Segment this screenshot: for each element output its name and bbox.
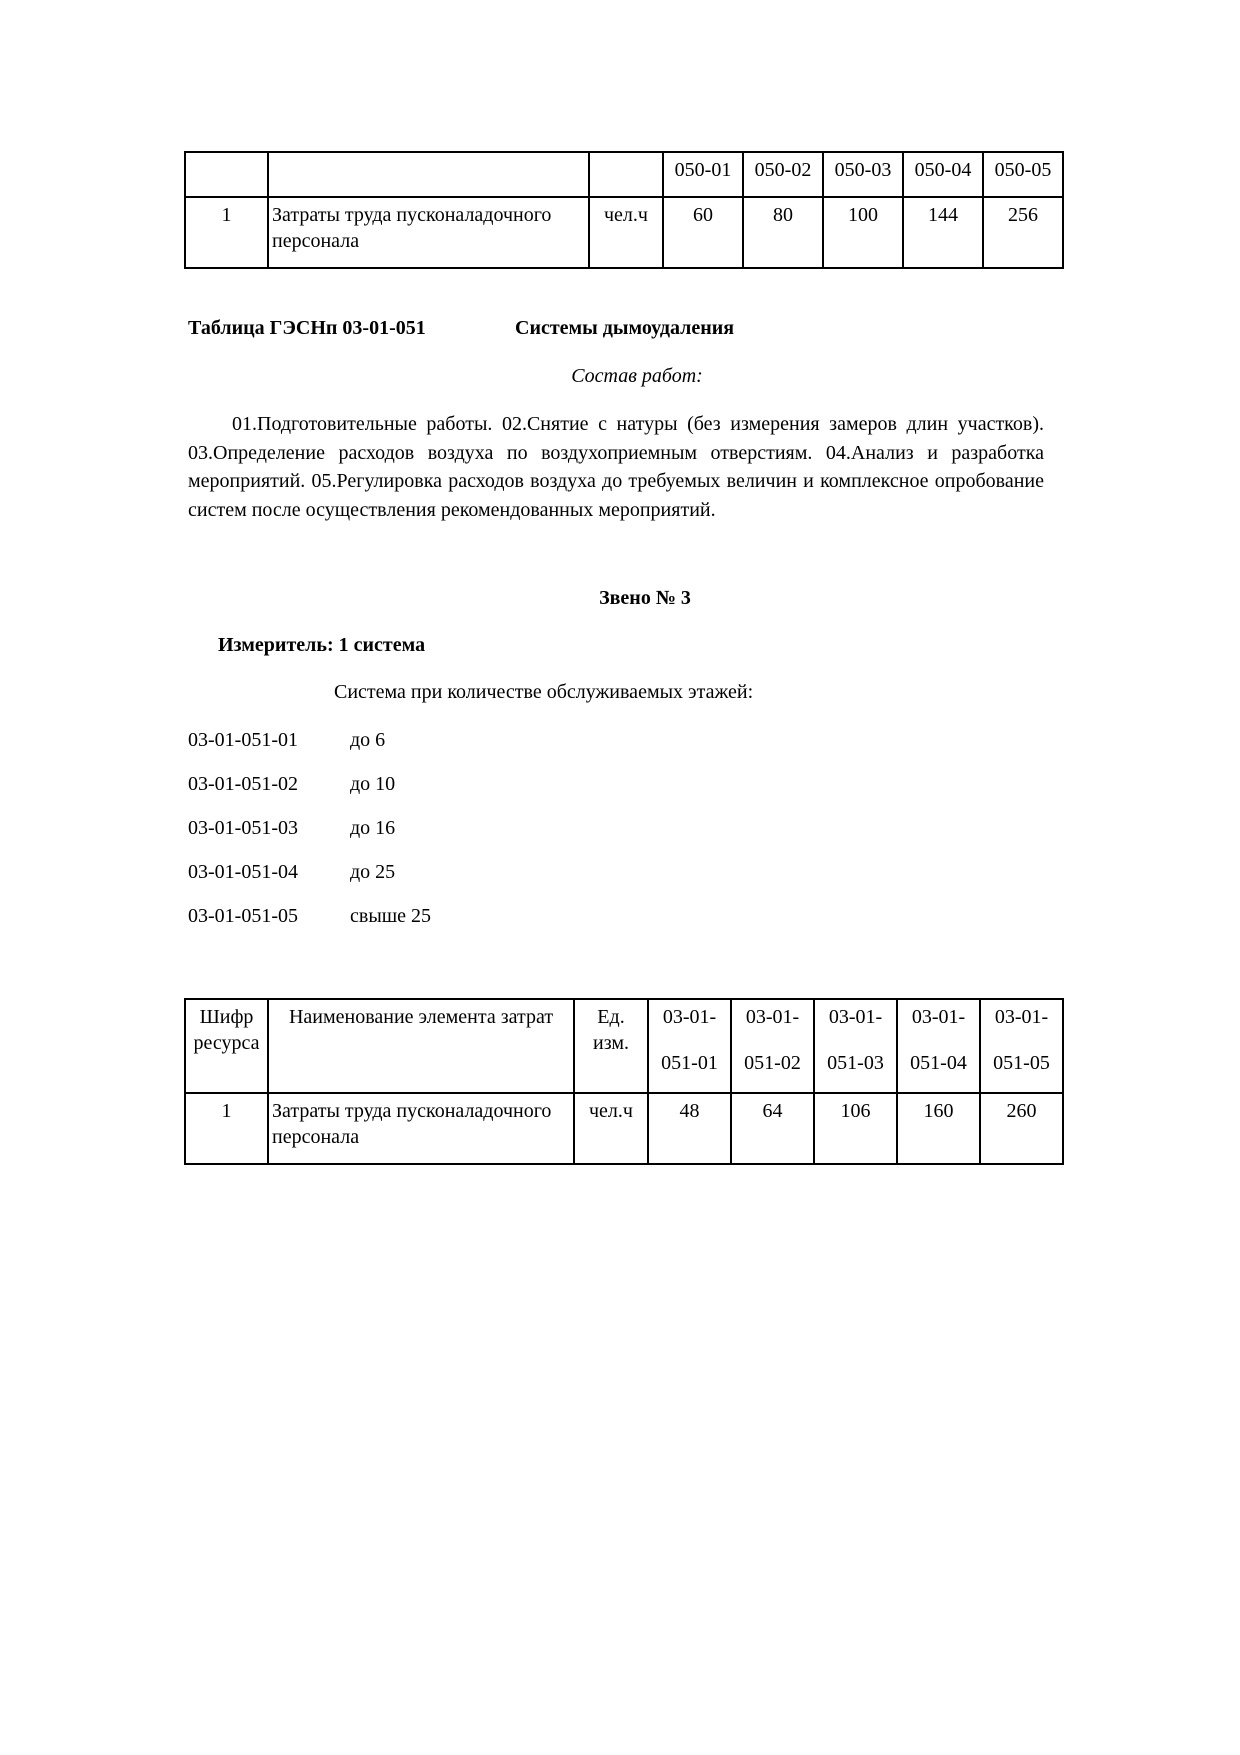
list-item <box>188 861 395 884</box>
column-header <box>980 999 1063 1093</box>
row-name: Затраты труда пусконаладочного персонала <box>268 1093 574 1164</box>
table-header-row <box>185 999 1063 1093</box>
header-unit-line2: изм. <box>593 1032 629 1054</box>
row-value: 256 <box>983 197 1063 268</box>
row-value: 48 <box>648 1093 731 1164</box>
norms-table-050 <box>184 151 1064 269</box>
composition-heading: Состав работ: <box>571 365 703 387</box>
column-header <box>814 999 897 1093</box>
column-header-bottom: 051-02 <box>744 1052 801 1074</box>
column-header-top: 03-01- <box>828 1006 883 1028</box>
column-header: 050-05 <box>983 152 1063 197</box>
system-caption: Система при количестве обслуживаемых этажей: <box>334 681 754 703</box>
row-value: 100 <box>823 197 903 268</box>
column-header-top: 03-01- <box>662 1006 717 1028</box>
table-title: Системы дымоудаления <box>515 317 735 339</box>
column-header: 050-02 <box>743 152 823 197</box>
list-item <box>188 773 395 796</box>
row-number: 1 <box>185 197 268 268</box>
row-value: 80 <box>743 197 823 268</box>
header-code-line1: Шифр <box>199 1006 254 1028</box>
row-value: 60 <box>663 197 743 268</box>
column-header-bottom: 051-05 <box>993 1052 1050 1074</box>
item-code: 03-01-051-02 <box>188 773 298 795</box>
row-value: 260 <box>980 1093 1063 1164</box>
item-desc: до 25 <box>350 861 396 883</box>
item-code: 03-01-051-03 <box>188 817 298 839</box>
column-header: 050-01 <box>663 152 743 197</box>
column-header-top: 03-01- <box>994 1006 1049 1028</box>
header-code <box>185 999 268 1093</box>
list-item <box>188 817 395 840</box>
row-name: Затраты труда пусконаладочного персонала <box>268 197 589 268</box>
row-unit: чел.ч <box>574 1093 648 1164</box>
item-code: 03-01-051-04 <box>188 861 298 883</box>
norms-table-051 <box>184 998 1064 1165</box>
header-cell-empty <box>268 152 589 197</box>
table-row <box>185 197 1063 268</box>
row-value: 64 <box>731 1093 814 1164</box>
item-code: 03-01-051-01 <box>188 729 298 751</box>
column-header-top: 03-01- <box>745 1006 800 1028</box>
header-unit-line1: Ед. <box>597 1006 625 1028</box>
header-unit <box>574 999 648 1093</box>
crew-heading: Звено № 3 <box>599 587 691 609</box>
column-header-bottom: 051-03 <box>827 1052 884 1074</box>
row-value: 144 <box>903 197 983 268</box>
column-header: 050-03 <box>823 152 903 197</box>
item-desc: до 10 <box>350 773 396 795</box>
item-desc: свыше 25 <box>350 905 432 927</box>
header-cell-empty <box>589 152 663 197</box>
row-value: 160 <box>897 1093 980 1164</box>
column-header <box>648 999 731 1093</box>
item-code: 03-01-051-05 <box>188 905 298 927</box>
table-label: Таблица ГЭСНп 03-01-051 <box>188 317 426 339</box>
column-header-top: 03-01- <box>911 1006 966 1028</box>
row-value: 106 <box>814 1093 897 1164</box>
table-header-row <box>185 152 1063 197</box>
column-header <box>897 999 980 1093</box>
item-desc: до 16 <box>350 817 396 839</box>
composition-text <box>188 410 1044 524</box>
item-desc: до 6 <box>350 729 386 751</box>
composition-text-content: 01.Подготовительные работы. 02.Снятие с натуры (без измерения замеров длин участков). 03.Определение расходов воздуха по воздухоприемным отверстиям. 04.Анализ и разработка мероприятий. 05.Регулировка расходов воздуха до требуемых величин и комплексное опробование систем после осуществления рекомендованных мероприятий. <box>188 413 1044 521</box>
row-unit: чел.ч <box>589 197 663 268</box>
header-code-line2: ресурса <box>193 1032 260 1054</box>
header-cell-empty <box>185 152 268 197</box>
header-name: Наименование элемента затрат <box>268 999 574 1093</box>
row-number: 1 <box>185 1093 268 1164</box>
list-item <box>188 729 385 752</box>
column-header-bottom: 051-04 <box>910 1052 967 1074</box>
table-row <box>185 1093 1063 1164</box>
column-header-bottom: 051-01 <box>661 1052 718 1074</box>
list-item <box>188 905 431 928</box>
column-header <box>731 999 814 1093</box>
column-header: 050-04 <box>903 152 983 197</box>
meter-label: Измеритель: 1 система <box>218 634 426 656</box>
